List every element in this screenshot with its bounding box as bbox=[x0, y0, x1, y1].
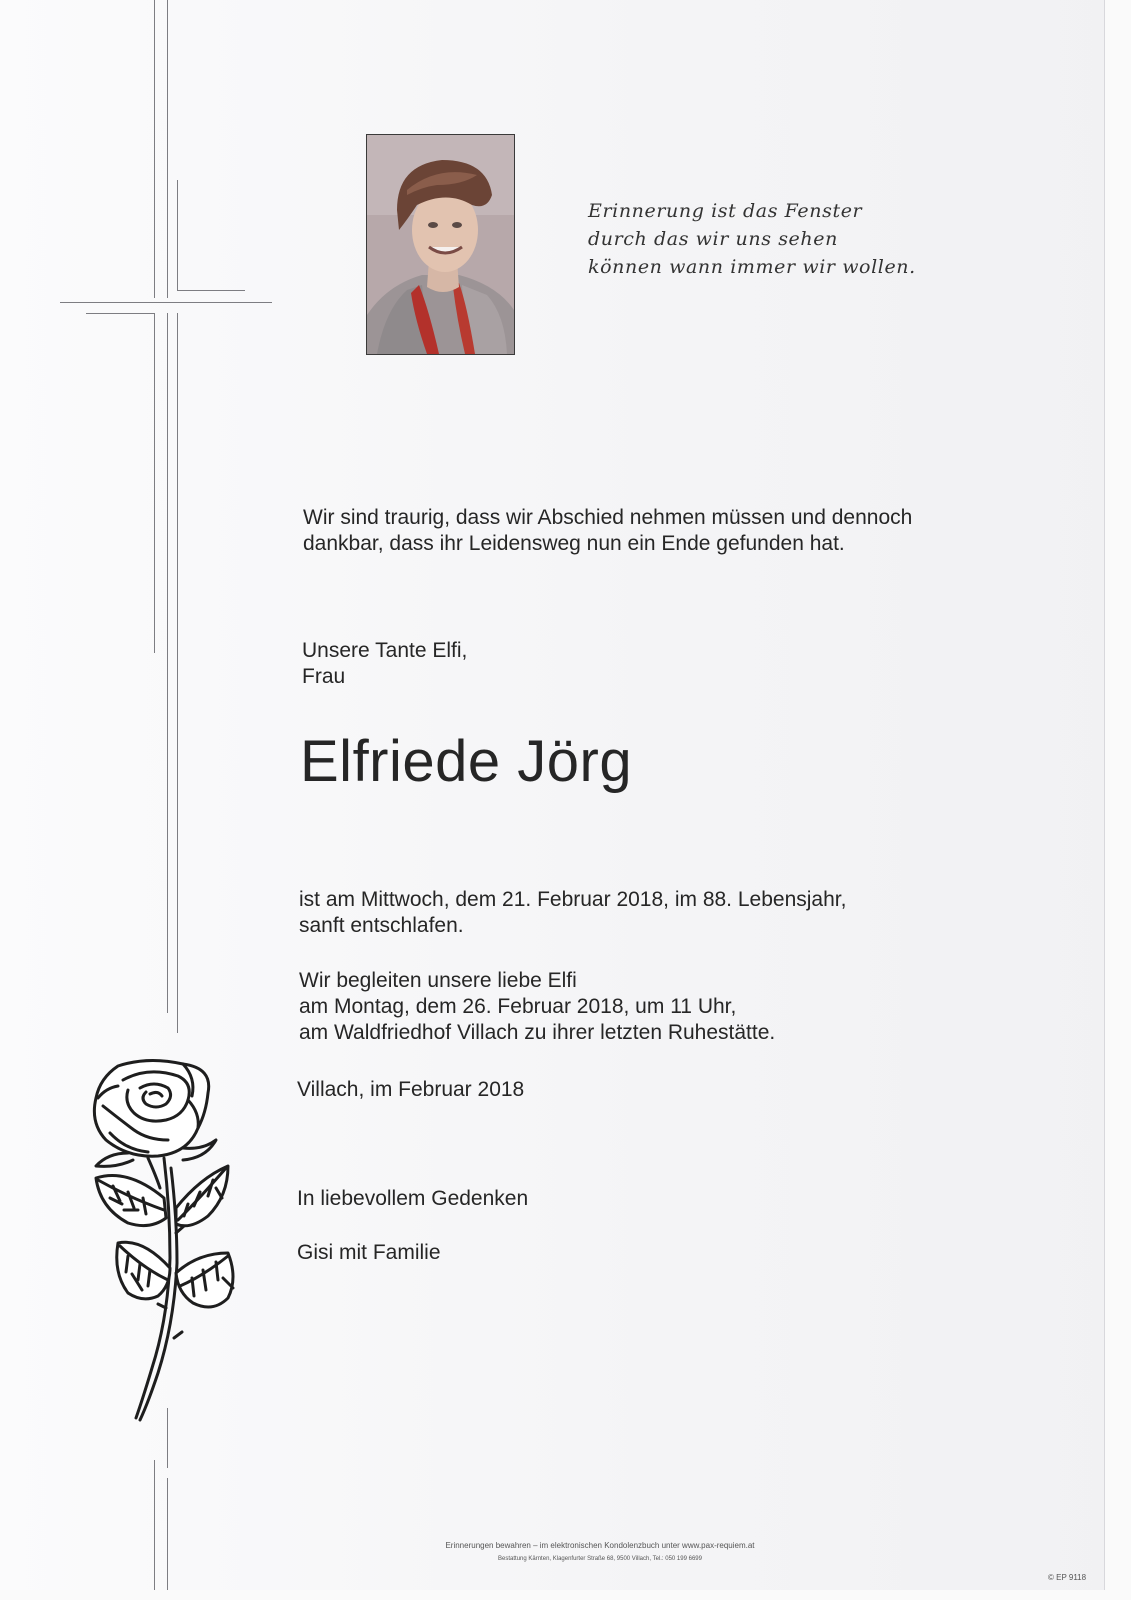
place-date: Villach, im Februar 2018 bbox=[297, 1078, 525, 1101]
intro-line: dankbar, dass ihr Leidensweg nun ein Ende gefunden hat. bbox=[303, 532, 845, 555]
death-info-line: ist am Mittwoch, dem 21. Februar 2018, im 88. Lebensjahr, bbox=[299, 888, 847, 911]
funeral-info bbox=[299, 968, 775, 1046]
salutation-line: Unsere Tante Elfi, bbox=[302, 639, 468, 662]
scan-border bbox=[0, 1590, 1131, 1600]
footer-line: Erinnerungen bewahren – im elektronischen Kondolenzbuch unter www.pax-requiem.at bbox=[445, 1541, 755, 1550]
death-info-line: sanft entschlafen. bbox=[299, 914, 464, 937]
deceased-name: Elfriede Jörg bbox=[300, 729, 633, 794]
portrait-photo-icon bbox=[367, 135, 514, 354]
portrait-photo bbox=[366, 134, 515, 355]
death-info bbox=[299, 887, 846, 939]
signature: Gisi mit Familie bbox=[297, 1241, 441, 1264]
quote-line: durch das wir uns sehen bbox=[588, 228, 838, 250]
salutation-line: Frau bbox=[302, 665, 346, 688]
page-edge bbox=[1104, 0, 1131, 1600]
memorial-quote bbox=[588, 197, 916, 281]
funeral-line: am Montag, dem 26. Februar 2018, um 11 Uhr, bbox=[299, 995, 737, 1018]
closing: In liebevollem Gedenken bbox=[297, 1187, 529, 1210]
funeral-line: am Waldfriedhof Villach zu ihrer letzten Ruhestätte. bbox=[299, 1021, 776, 1044]
salutation bbox=[302, 638, 467, 690]
rose-icon bbox=[88, 1058, 268, 1438]
intro-line: Wir sind traurig, dass wir Abschied nehmen müssen und dennoch bbox=[303, 506, 913, 529]
footer-line: Bestattung Kärnten, Klagenfurter Straße 68, 9500 Villach, Tel.: 050 199 6699 bbox=[498, 1556, 702, 1562]
intro-text bbox=[303, 505, 912, 557]
footer bbox=[300, 1539, 900, 1565]
quote-line: können wann immer wir wollen. bbox=[588, 256, 916, 278]
quote-line: Erinnerung ist das Fenster bbox=[588, 200, 863, 222]
funeral-line: Wir begleiten unsere liebe Elfi bbox=[299, 969, 577, 992]
product-code: © EP 9118 bbox=[1048, 1573, 1087, 1582]
